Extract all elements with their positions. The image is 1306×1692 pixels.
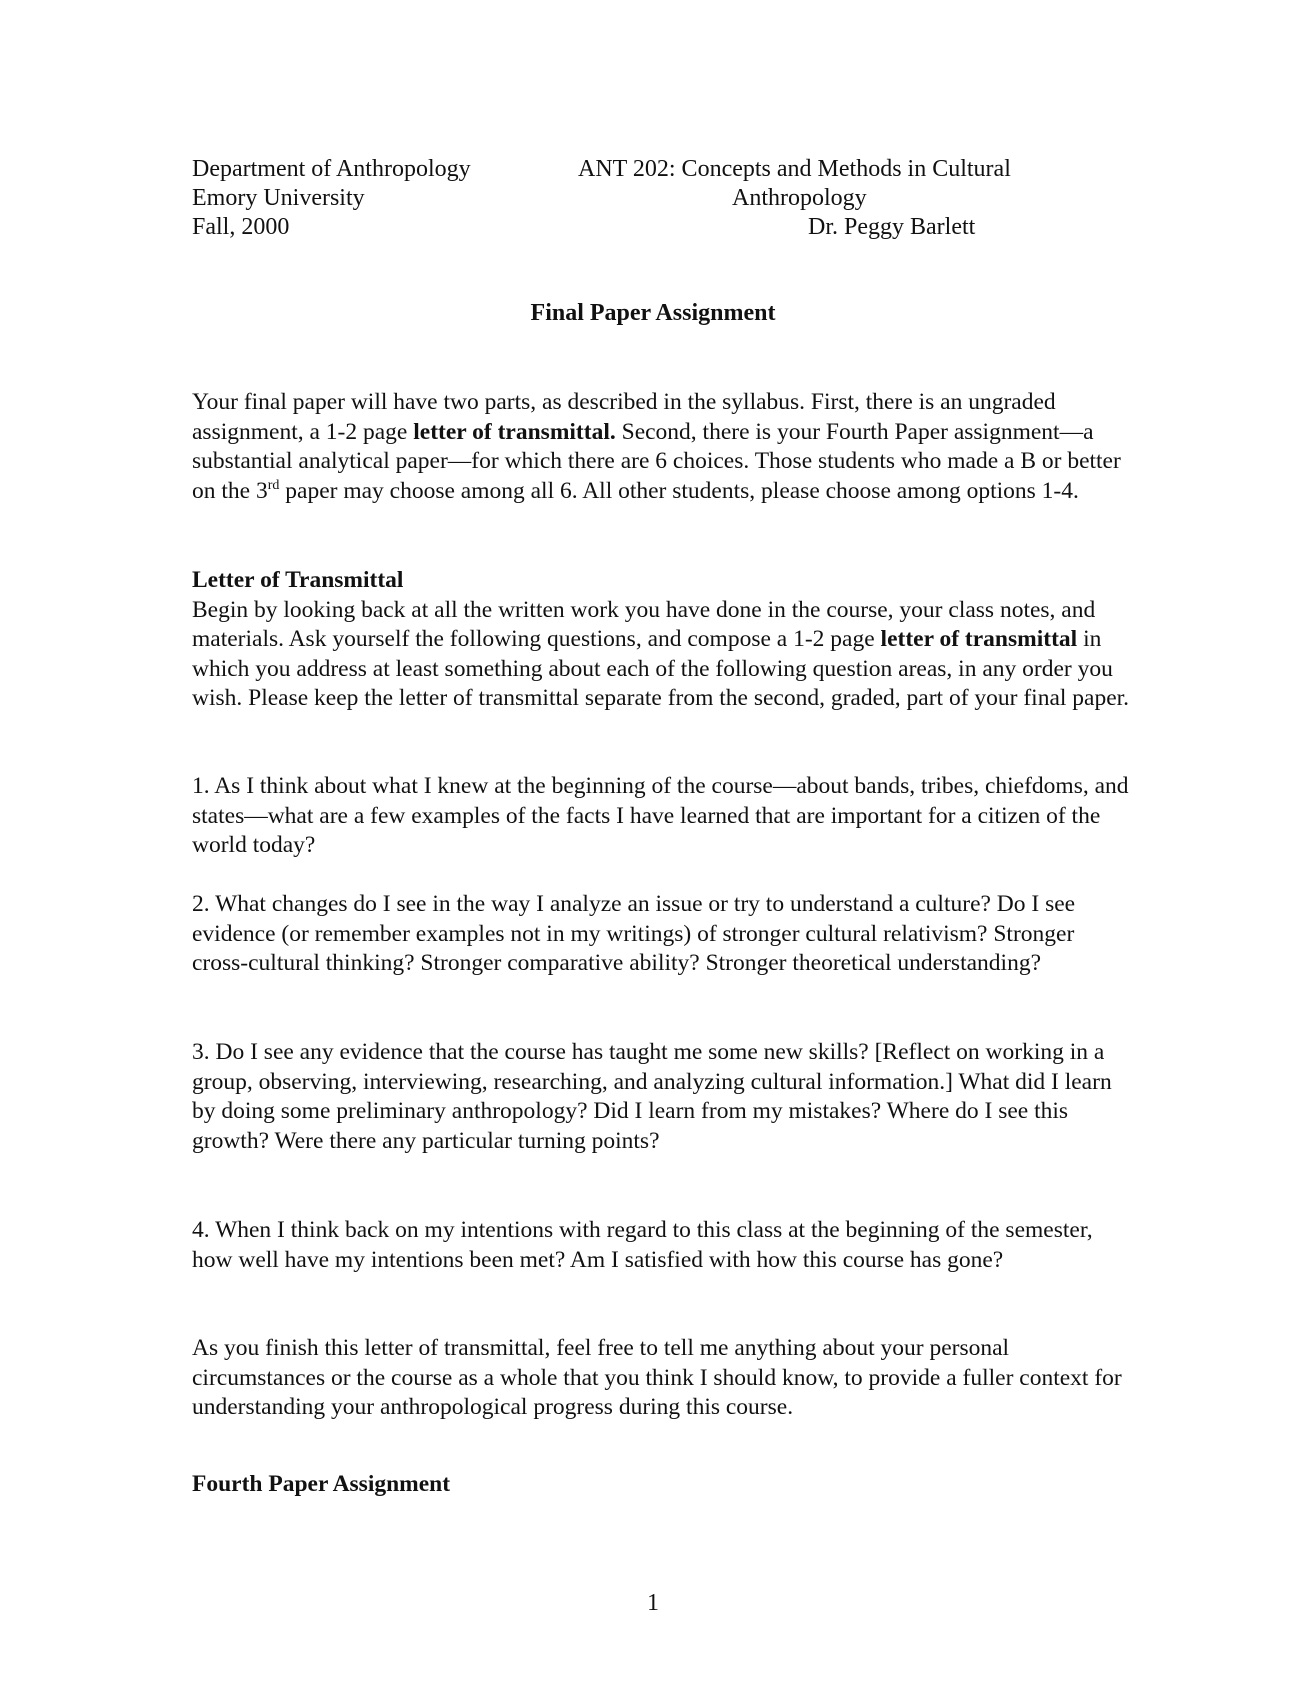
letter-text-2: in which you address at least something about each of the following question areas, in any order you wish. Please keep the letter of transmittal separate from the second, graded, part of your final paper. xyxy=(192,626,1130,711)
course-title-line2: Anthropology xyxy=(732,185,867,211)
university-line: Emory University xyxy=(192,185,365,211)
instructor-name: Dr. Peggy Barlett xyxy=(808,214,976,240)
course-title-line1: ANT 202: Concepts and Methods in Cultural xyxy=(578,156,1011,182)
question-4: 4. When I think back on my intentions with regard to this class at the beginning of the semester, how well have my intentions been met? Am I satisfied with how this course has gone? xyxy=(192,1217,1093,1273)
intro-bold-letter: letter of transmittal. xyxy=(413,418,616,445)
fourth-paper-heading: Fourth Paper Assignment xyxy=(192,1471,451,1497)
question-1: 1. As I think about what I knew at the beginning of the course—about bands, tribes, chiefdoms, and states—what are a few examples of the facts I have learned that are important for a citizen of the world today? xyxy=(192,773,1129,858)
department-line: Department of Anthropology xyxy=(192,156,471,182)
letter-section xyxy=(192,566,1132,714)
intro-text-3: paper may choose among all 6. All other students, please choose among options 1-4. xyxy=(279,477,1079,504)
letter-text-1: Begin by looking back at all the written work you have done in the course, your class notes, and materials. Ask yourself the following questions, and compose a 1-2 page xyxy=(192,596,1096,652)
document-title: Final Paper Assignment xyxy=(530,300,776,326)
page-number: 1 xyxy=(647,1590,659,1616)
intro-text-2: Second, there is your Fourth Paper assignment—a substantial analytical paper—for which there are 6 choices. Those students who made a B or better on the 3 xyxy=(192,418,1121,504)
letter-heading: Letter of Transmittal xyxy=(192,567,404,593)
intro-superscript: rd xyxy=(267,477,280,493)
letter-paragraph xyxy=(192,596,1132,714)
intro-paragraph xyxy=(192,388,1132,506)
semester-line: Fall, 2000 xyxy=(192,214,290,240)
closing-paragraph: As you finish this letter of transmittal, feel free to tell me anything about your personal circumstances or the course as a whole that you think I should know, to provide a fuller context for understanding your anthropological progress during this course. xyxy=(192,1335,1122,1420)
intro-text-1: Your final paper will have two parts, as described in the syllabus. First, there is an ungraded assignment, a 1-2 page xyxy=(192,389,1056,445)
question-3: 3. Do I see any evidence that the course has taught me some new skills? [Reflect on working in a group, observing, interviewing, researching, and analyzing cultural information.] What did I learn by doing some preliminary anthropology? Did I learn from my mistakes? Where do I see this growth? Were there any particular turning points? xyxy=(192,1039,1112,1154)
letter-bold-term: letter of transmittal xyxy=(880,626,1078,652)
question-2: 2. What changes do I see in the way I analyze an issue or try to understand a culture? Do I see evidence (or remember examples not in my writings) of stronger cultural relativism? Stronger cross-cultural thinking? Stronger comparative ability? Stronger theoretical understanding? xyxy=(192,891,1076,976)
